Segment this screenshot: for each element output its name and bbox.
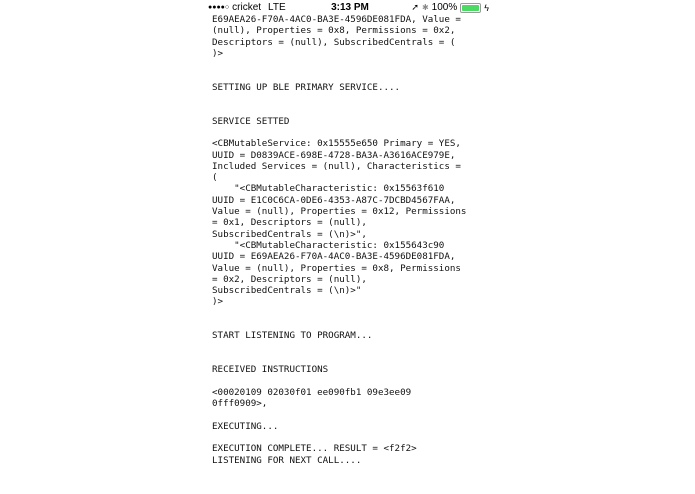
console-line: Value = (null), Properties = 0x12, Permissions <box>212 206 467 218</box>
console-line: SERVICE SETTED <box>212 115 290 127</box>
console-line <box>212 409 495 420</box>
console-line: <CBMutableService: 0x15555e650 Primary = YES, <box>212 138 461 150</box>
console-line: 0fff0909>, <box>212 398 268 410</box>
carrier-name: cricket <box>232 2 262 13</box>
console-line: Descriptors = (null), SubscribedCentrals = ( <box>212 36 456 48</box>
status-right <box>411 2 489 13</box>
console-line: EXECUTION COMPLETE... RESULT = <f2f2> <box>212 443 417 455</box>
bluetooth-icon: ✱ <box>421 3 429 12</box>
console-line <box>212 127 495 138</box>
console-line <box>212 93 495 104</box>
signal-strength-icon: ●●●●○ <box>208 4 230 11</box>
charging-icon: ϟ <box>484 2 489 13</box>
console-line: )> <box>212 296 224 308</box>
console-line: "<CBMutableCharacteristic: 0x155643c90 <box>212 239 445 251</box>
console-line <box>212 104 495 115</box>
console-line <box>212 59 495 70</box>
console-line <box>212 70 495 81</box>
console-line <box>212 319 495 330</box>
console-line: (null), Properties = 0x8, Permissions = 0x2, <box>212 25 456 37</box>
battery-icon <box>460 3 481 13</box>
console-line: = 0x1, Descriptors = (null), <box>212 217 367 229</box>
console-line: UUID = D0839ACE-698E-4728-BA3A-A3616ACE979E, <box>212 149 456 161</box>
console-line: Value = (null), Properties = 0x8, Permissions <box>212 262 461 274</box>
console-line: SubscribedCentrals = (\n)>" <box>212 285 362 297</box>
console-line: )> <box>212 47 224 59</box>
console-line <box>212 308 495 319</box>
console-line: START LISTENING TO PROGRAM... <box>212 330 373 342</box>
console-line: E69AEA26-F70A-4AC0-BA3E-4596DE081FDA, Value = <box>212 14 461 25</box>
console-line: SubscribedCentrals = (\n)>", <box>212 228 367 240</box>
phone-screen <box>205 0 495 494</box>
console-line: <00020109 02030f01 ee090fb1 09e3ee09 <box>212 386 412 398</box>
console-line: "<CBMutableCharacteristic: 0x15563f610 <box>212 183 445 195</box>
console-line <box>212 342 495 353</box>
console-line: SETTING UP BLE PRIMARY SERVICE.... <box>212 81 401 93</box>
console-line: EXECUTING... <box>212 420 279 432</box>
console-line <box>212 432 495 443</box>
console-log <box>212 14 495 466</box>
console-line: RECEIVED INSTRUCTIONS <box>212 364 329 376</box>
console-line: ( <box>212 172 218 184</box>
console-line: UUID = E69AEA26-F70A-4AC0-BA3E-4596DE081FDA, <box>212 251 456 263</box>
console-line: LISTENING FOR NEXT CALL.... <box>212 454 362 466</box>
console-line <box>212 376 495 387</box>
status-time: 3:13 PM <box>331 2 369 13</box>
battery-percent: 100% <box>431 2 458 13</box>
console-line: UUID = E1C0C6CA-0DE6-4353-A87C-7DCBD4567FAA, <box>212 194 456 206</box>
console-line <box>212 353 495 364</box>
location-icon: ➚ <box>411 2 419 12</box>
console-line: = 0x2, Descriptors = (null), <box>212 273 367 285</box>
network-type: LTE <box>268 2 286 13</box>
console-line: Included Services = (null), Characteristics = <box>212 160 461 172</box>
